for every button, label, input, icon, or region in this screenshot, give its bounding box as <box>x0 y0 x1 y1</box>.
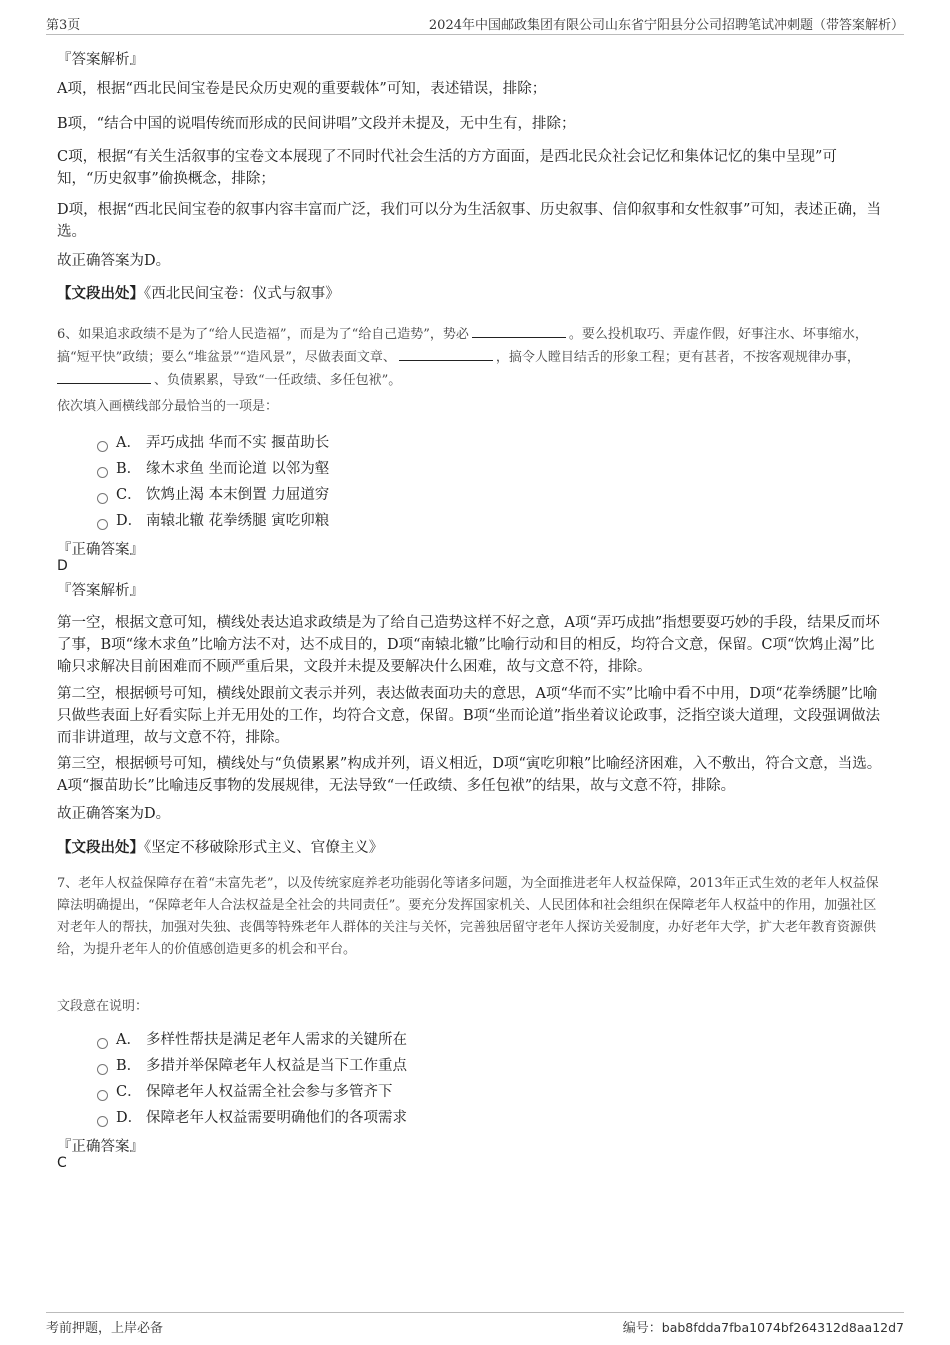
q6-analysis-2: 第二空，根据顿号可知，横线处跟前文表示并列，表达做表面功夫的意思，A项“华而不实”比喻中看不中用，D项“花拳绣腿”比喻只做些表面上好看实际上并无用处的工作，均符合文意，保留。B项“坐而论道”指坐着议论政事，泛指空谈大道理，文段强调做法而非讲道理，故与文意不符，排除。 <box>57 686 880 746</box>
q6-stem-part-3: 搞“短平快”政绩；要么“堆盆景”“造风景”，尽做表面文章、 <box>57 350 396 365</box>
q6-stem-part-4: ，搞令人瞠目结舌的形象工程；更有甚者，不按客观规律办事， <box>495 350 860 365</box>
q6-blank-1 <box>472 323 566 338</box>
q5-source-label: 【文段出处】 <box>57 285 144 302</box>
q5-source-title: 《西北民间宝卷：仪式与叙事》 <box>144 286 340 302</box>
q6-conclusion: 故正确答案为D。 <box>57 806 171 822</box>
q6-stem-part-2: 。要么投机取巧、弄虚作假，好事注水、坏事缩水， <box>568 327 868 342</box>
q7-correct-label: 『正确答案』 <box>57 1139 144 1155</box>
footer-serial-value: bab8fdda7fba1074bf264312d8aa12d7 <box>661 1320 904 1335</box>
q6-option-c[interactable]: C． 饮鸩止渴 本末倒置 力屈道穷 <box>97 484 329 506</box>
q6-correct-answer: D <box>57 558 68 574</box>
q5-source <box>57 283 887 305</box>
footer-serial <box>623 1317 904 1336</box>
radio-icon[interactable] <box>97 1116 108 1127</box>
q7-correct-answer: C <box>57 1155 67 1171</box>
document-title: 2024年中国邮政集团有限公司山东省宁阳县分公司招聘笔试冲刺题（带答案解析） <box>428 18 904 33</box>
q5-analysis-b: B项，“结合中国的说唱传统而形成的民间讲唱”文段并未提及，无中生有，排除； <box>57 116 576 132</box>
page-footer <box>46 1312 904 1339</box>
q6-analysis-1: 第一空，根据文意可知，横线处表达追求政绩是为了给自己造势这样不好之意，A项“弄巧成拙”指想要耍巧妙的手段，结果反而坏了事，B项“缘木求鱼”比喻方法不对，达不成目的，D项“南辕北辙”比喻行动和目的相反，均符合文意，保留。C项“饮鸩止渴”比喻只求解决目前困难而不顾严重后果，文段并未提及要解决什么困难，故与文意不符，排除。 <box>57 615 880 675</box>
q6-analysis-label: 『答案解析』 <box>57 583 144 599</box>
q5-analysis-label: 『答案解析』 <box>57 52 144 68</box>
q6-source <box>57 837 887 859</box>
q6-blank-3 <box>57 369 151 384</box>
q5-analysis-a: A项，根据“西北民间宝卷是民众历史观的重要载体”可知，表述错误，排除； <box>57 81 547 97</box>
footer-slogan: 考前押题，上岸必备 <box>46 1321 164 1336</box>
q7-option-d[interactable]: D． 保障老年人权益需要明确他们的各项需求 <box>97 1107 407 1129</box>
q6-source-label: 【文段出处】 <box>57 839 144 856</box>
q6-option-d[interactable]: D． 南辕北辙 花拳绣腿 寅吃卯粮 <box>97 510 329 532</box>
q5-analysis-c: C项，根据“有关生活叙事的宝卷文本展现了不同时代社会生活的方方面面，是西北民众社会记忆和集体记忆的集中呈现”可知，“历史叙事”偷换概念，排除； <box>57 149 837 187</box>
q6-stem-part-1: 6、如果追求政绩不是为了“给人民造福”，而是为了“给自己造势”，势必 <box>57 327 469 342</box>
radio-icon[interactable] <box>97 467 108 478</box>
q6-option-b[interactable]: B． 缘木求鱼 坐而论道 以邻为壑 <box>97 458 329 480</box>
q7-option-a[interactable]: A． 多样性帮扶是满足老年人需求的关键所在 <box>97 1029 407 1051</box>
footer-serial-label: 编号： <box>622 1321 662 1336</box>
q6-prompt: 依次填入画横线部分最恰当的一项是： <box>57 399 279 414</box>
q5-conclusion: 故正确答案为D。 <box>57 253 171 269</box>
q5-analysis-d: D项，根据“西北民间宝卷的叙事内容丰富而广泛，我们可以分为生活叙事、历史叙事、信仰叙事和女性叙事”可知，表述正确，当选。 <box>57 202 881 240</box>
page-number: 第3页 <box>46 18 81 33</box>
q7-option-c[interactable]: C． 保障老年人权益需全社会参与多管齐下 <box>97 1081 393 1103</box>
page-header <box>46 14 904 35</box>
q6-option-a[interactable]: A． 弄巧成拙 华而不实 揠苗助长 <box>97 432 329 454</box>
q7-prompt: 文段意在说明： <box>57 999 149 1014</box>
q6-blank-2 <box>399 346 493 361</box>
radio-icon[interactable] <box>97 1064 108 1075</box>
q6-analysis-3: 第三空，根据顿号可知，横线处与“负债累累”构成并列，语义相近，D项“寅吃卯粮”比喻经济困难，入不敷出，符合文意，当选。A项“揠苗助长”比喻违反事物的发展规律，无法导致“一任政绩、多任包袱”的结果，故与文意不符，排除。 <box>57 756 882 794</box>
radio-icon[interactable] <box>97 1090 108 1101</box>
q6-source-title: 《坚定不移破除形式主义、官僚主义》 <box>144 840 384 856</box>
radio-icon[interactable] <box>97 1038 108 1049</box>
radio-icon[interactable] <box>97 519 108 530</box>
q6-correct-label: 『正确答案』 <box>57 542 144 558</box>
radio-icon[interactable] <box>97 493 108 504</box>
q7-stem: 7、老年人权益保障存在着“未富先老”，以及传统家庭养老功能弱化等诸多问题，为全面推进老年人权益保障，2013年正式生效的老年人权益保障法明确提出，“保障老年人合法权益是全社会的共同责任”。要充分发挥国家机关、人民团体和社会组织在保障老年人权益中的作用，加强社区对老年人的帮扶，加强对失独、丧偶等特殊老年人群体的关注与关怀，完善独居留守老年人探访关爱制度，办好老年大学，扩大老年教育资源供给，为提升老年人的价值感创造更多的机会和平台。 <box>57 876 879 957</box>
q6-stem-part-5: 、负债累累，导致“一任政绩、多任包袱”。 <box>154 373 402 388</box>
q6-stem <box>57 323 887 392</box>
q7-option-b[interactable]: B． 多措并举保障老年人权益是当下工作重点 <box>97 1055 407 1077</box>
radio-icon[interactable] <box>97 441 108 452</box>
